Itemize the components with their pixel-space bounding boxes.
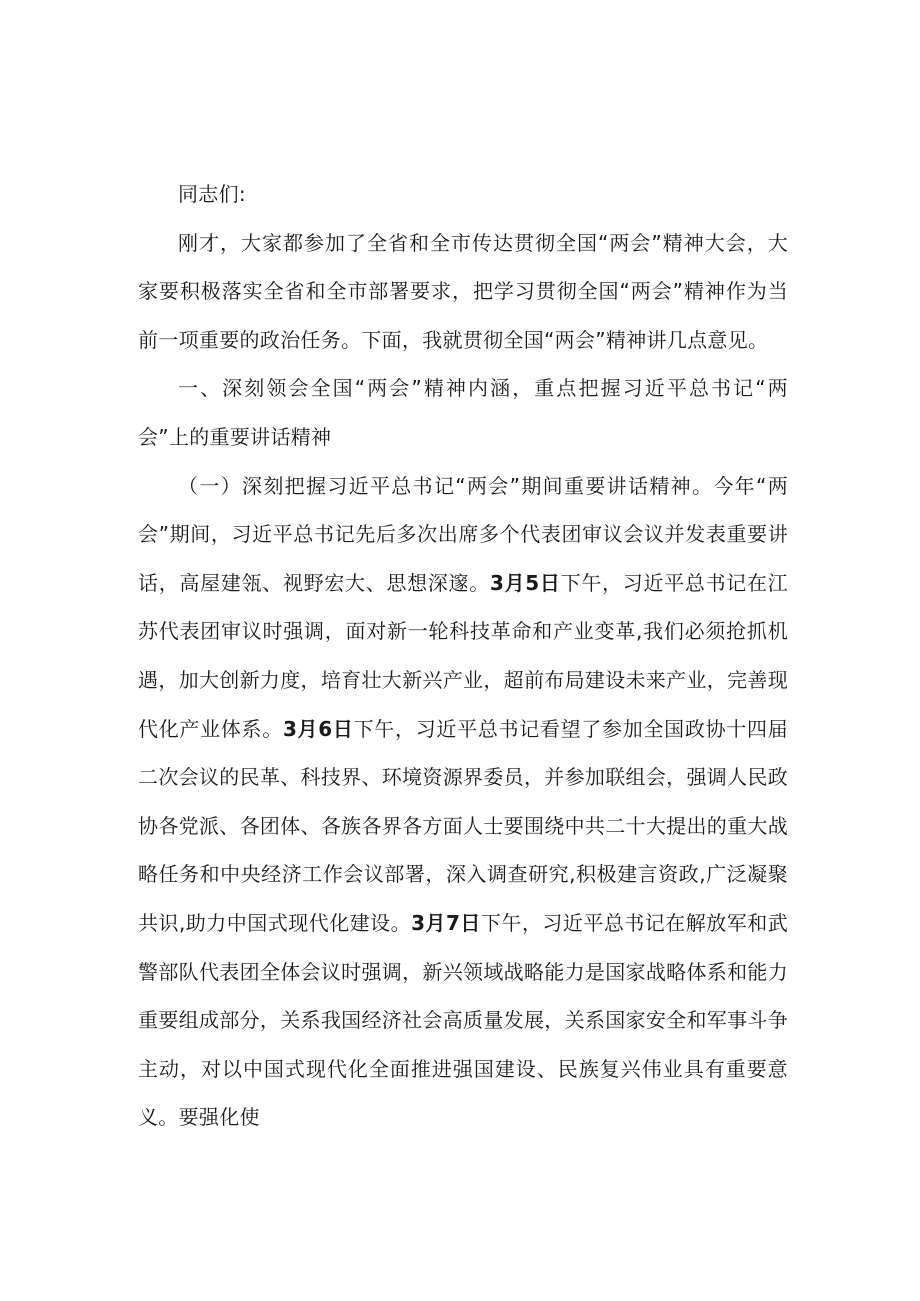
date-march-6: 3月6日 bbox=[282, 716, 354, 741]
section-heading: 一、深刻领会全国“两会”精神内涵，重点把握习近平总书记“两会”上的重要讲话精神 bbox=[138, 376, 788, 449]
date-march-7: 3月7日 bbox=[411, 910, 481, 935]
date-march-5: 3月5日 bbox=[489, 570, 561, 595]
salutation: 同志们: bbox=[178, 182, 246, 206]
subsection-paragraph bbox=[138, 462, 788, 1142]
subsection-text-3: 下午，习近平总书记在解放军和武警部队代表团全体会议时强调，新兴领域战略能力是国家战略体系和能力重要组成部分，关系我国经济社会高质量发展，关系国家安全和军事斗争主动，对以中国式现代化全面推进强国建设、民族复兴伟业具有重要意义。要强化使 bbox=[138, 910, 788, 1130]
subsection-lead: （一）深刻把握习近平总书记“两会”期间重要讲话精神。今年“两会”期间，习近平总书记先后多次出席多个代表团审议会议并发表重要讲话，高屋建瓴、视野宏大、思想深邃。 bbox=[138, 473, 788, 595]
subsection-text-1: 下午，习近平总书记在江苏代表团审议时强调，面对新一轮科技革命和产业变革,我们必须抢抓机遇，加大创新力度，培育壮大新兴产业，超前布局建设未来产业，完善现代化产业体系。 bbox=[138, 570, 788, 741]
subsection-text-2: 下午，习近平总书记看望了参加全国政协十四届二次会议的民革、科技界、环境资源界委员，并参加联组会，强调人民政协各党派、各团体、各族各界各方面人士要围绕中共二十大提出的重大战略任务和中央经济工作会议部署，深入调查研究,积极建言资政,广泛凝聚共识,助力中国式现代化建设。 bbox=[138, 716, 788, 935]
document-body bbox=[138, 170, 788, 1142]
intro-paragraph: 刚才，大家都参加了全省和全市传达贯彻全国“两会”精神大会，大家要积极落实全省和全市部署要求，把学习贯彻全国“两会”精神作为当前一项重要的政治任务。下面，我就贯彻全国“两会”精神讲几点意见。 bbox=[138, 230, 788, 352]
